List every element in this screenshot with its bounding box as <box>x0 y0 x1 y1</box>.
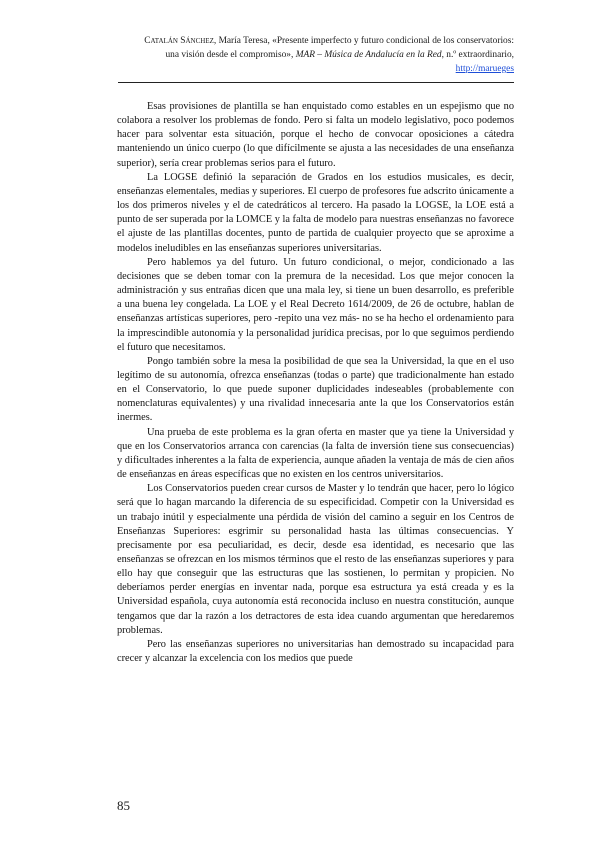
paragraph: Los Conservatorios pueden crear cursos de Master y lo tendrán que hacer, pero lo lógico será que lo hagan marcando la diferencia de su especificidad. Competir con la Universidad es un trabajo inútil y especialmente una pérdida de visión del camino a seguir en los Centros de Enseñanzas Superiores: esgrimir su personalidad hasta las últimas consecuencias. Y precisamente por esa peculiaridad, es decir, desde esa identidad, es necesario que las enseñanzas se ofrezcan en los mismos términos que el resto de las enseñanzas superiores y para ello hay que conseguir que las estructuras que las sostienen, lo permitan y propicien. No deberíamos perder energías en inventar nada, porque esa estructura ya está creada y es la Universidad española, cuya autonomía está reconocida incluso en nuestra constitución, aunque tengamos que dar la razón a los detractores de esta idea cuando argumentan que heredaremos problemas. <box>117 483 514 636</box>
paragraph: Esas provisiones de plantilla se han enquistado como estables en un espejismo que no colabora a resolver los problemas de fondo. Pero si falta un modelo legislativo, poco podemos hacer para solventar esta situación, porque el hecho de convocar oposiciones a cátedra manteniendo un único cuerpo (lo que difícilmente se ajusta a las necesidades de una enseñanza superior), sería crear problemas serios para el futuro. <box>117 101 514 169</box>
body-text <box>117 100 514 666</box>
running-header <box>130 34 514 76</box>
paragraph: Una prueba de este problema es la gran oferta en master que ya tiene la Universidad y que en los Conservatorios arranca con carencias (la falta de inversión tiene sus consecuencias) y dificultades inherentes a la falta de experiencia, aunque añaden la ventaja de más de cien años de enseñanzas en áreas específicas que no existen en los centros universitarios. <box>117 426 514 481</box>
paragraph: Pero hablemos ya del futuro. Un futuro condicional, o mejor, condicionado a las decisiones que se deben tomar con la premura de la necesidad. Los que mejor conocen la administración y sus entrañas dicen que una mala ley, si tiene un buen desarrollo, es preferible a una buena ley congelada. La LOE y el Real Decreto 1614/2009, de 26 de octubre, hablan de enseñanzas artísticas superiores, pero -repito una vez más- no se ha hecho el ordenamiento para la imprescindible autonomía y la personalidad jurídica precisas, por lo que seguimos perdiendo el futuro que necesitamos. <box>117 256 514 353</box>
header-journal: MAR – Música de Andalucía en la Red <box>295 50 442 60</box>
header-rule <box>118 82 514 83</box>
header-author: Catalán Sánchez <box>144 36 214 46</box>
page-number: 85 <box>117 798 130 813</box>
header-citation: , María Teresa, «Presente imperfecto y futuro condicional de los conservatorios: una visión desde el compromiso», <box>165 36 514 60</box>
paragraph: Pero las enseñanzas superiores no universitarias han demostrado su incapacidad para crecer y alcanzar la excelencia con los medios que puede <box>117 638 514 665</box>
paragraph: La LOGSE definió la separación de Grados en los estudios musicales, es decir, enseñanzas elementales, medias y superiores. El cuerpo de profesores fue adscrito únicamente a los dos primeros niveles y el de catedráticos al tercero. Ha pasado la LOGSE, la LOE está a punto de ser superada por la LOMCE y la falta de modelo para nuestras enseñanzas no favorece el ajuste de las plantillas docentes, punto de partida de cualquier proyecto que se aproxime a modelos ineludibles en las enseñanzas superiores universitarias. <box>117 171 514 254</box>
paragraph: Pongo también sobre la mesa la posibilidad de que sea la Universidad, la que en el uso legítimo de su autonomía, ofrezca enseñanzas (todas o parte) que tradicionalmente han estado en el Conservatorio, lo que puede suponer duplicidades indeseables (probablemente con nomenclaturas equivalentes) y una rivalidad innecesaria ante la que los Conservatorios están inermes. <box>117 355 514 424</box>
header-link[interactable]: http://marueges <box>455 64 514 74</box>
header-issue: , n.º extraordinario, <box>441 50 514 60</box>
